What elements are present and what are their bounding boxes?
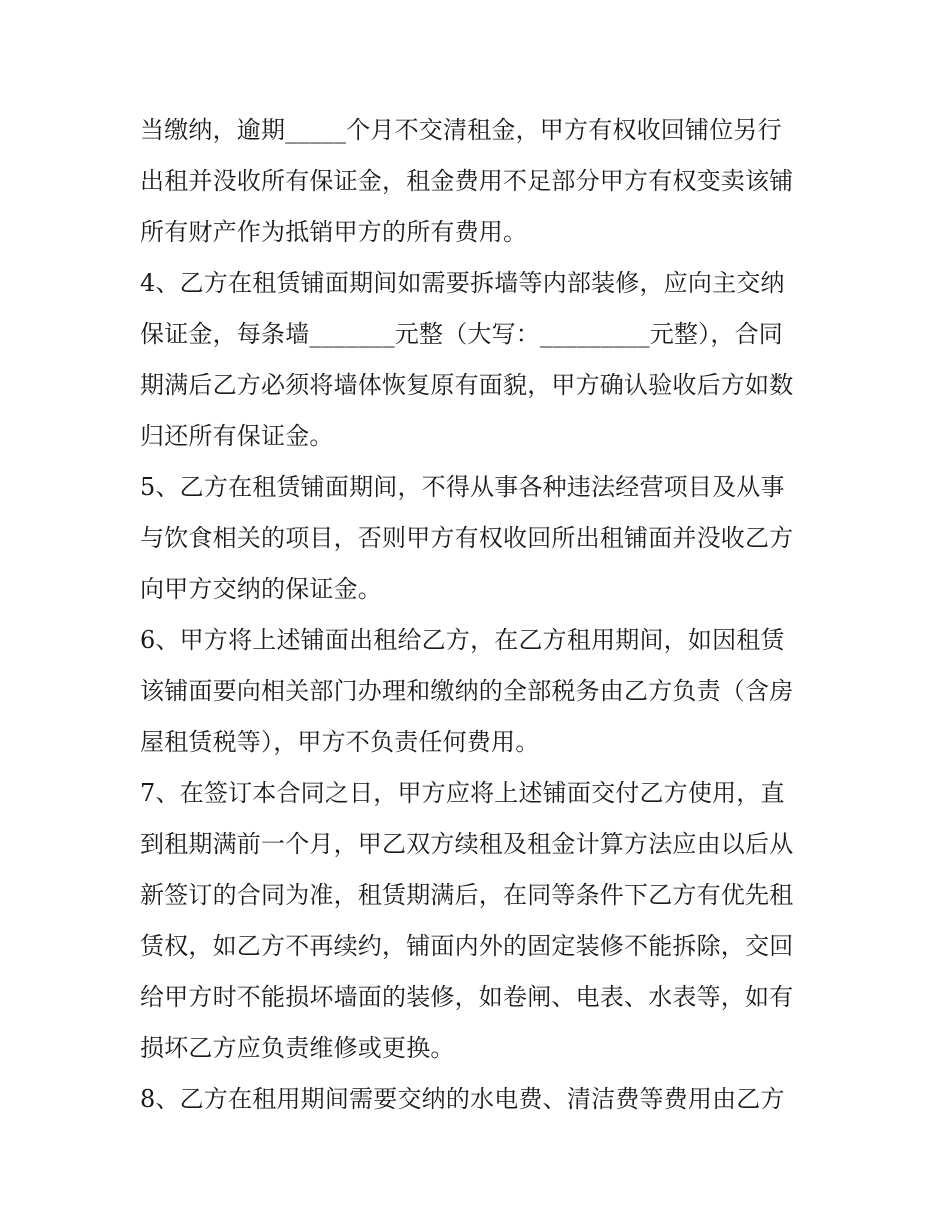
text-line: 6、甲方将上述铺面出租给乙方，在乙方租用期间，如因租赁 — [140, 626, 785, 654]
text-line: 损坏乙方应负责维修或更换。 — [140, 1034, 455, 1062]
text-line: 到租期满前一个月，甲乙双方续租及租金计算方法应由以后从 — [140, 830, 794, 858]
text-line: 新签订的合同为准，租赁期满后，在同等条件下乙方有优先租 — [140, 881, 794, 909]
text-line: 屋租赁税等），甲方不负责任何费用。 — [140, 728, 540, 756]
text-line: 4、乙方在租赁铺面期间如需要拆墙等内部装修，应向主交纳 — [140, 269, 785, 297]
paragraph-7 — [140, 768, 820, 1074]
text-line: 向甲方交纳的保证金。 — [140, 575, 382, 603]
paragraph-6 — [140, 615, 820, 768]
text-line: 出租并没收所有保证金，租金费用不足部分甲方有权变卖该铺 — [140, 167, 794, 195]
text-line: 7、在签订本合同之日，甲方应将上述铺面交付乙方使用，直 — [140, 779, 785, 807]
text-line: 保证金，每条墙_______元整（大写：_________元整），合同 — [140, 320, 783, 348]
text-line: 5、乙方在租赁铺面期间，不得从事各种违法经营项目及从事 — [140, 473, 785, 501]
text-line: 当缴纳，逾期_____个月不交清租金，甲方有权收回铺位另行 — [140, 116, 782, 144]
paragraph-8 — [140, 1074, 820, 1125]
text-line: 所有财产作为抵销甲方的所有费用。 — [140, 218, 528, 246]
paragraph-5 — [140, 462, 820, 615]
text-line: 给甲方时不能损坏墙面的装修，如卷闸、电表、水表等，如有 — [140, 983, 794, 1011]
text-line: 赁权，如乙方不再续约，铺面内外的固定装修不能拆除，交回 — [140, 932, 794, 960]
paragraph-4 — [140, 258, 820, 462]
text-line: 期满后乙方必须将墙体恢复原有面貌，甲方确认验收后方如数 — [140, 371, 794, 399]
paragraph-3-continuation — [140, 105, 820, 258]
document-body — [140, 105, 820, 1125]
text-line: 与饮食相关的项目，否则甲方有权收回所出租铺面并没收乙方 — [140, 524, 794, 552]
text-line: 8、乙方在租用期间需要交纳的水电费、清洁费等费用由乙方 — [140, 1085, 785, 1113]
text-line: 归还所有保证金。 — [140, 422, 334, 450]
text-line: 该铺面要向相关部门办理和缴纳的全部税务由乙方负责（含房 — [140, 677, 794, 705]
